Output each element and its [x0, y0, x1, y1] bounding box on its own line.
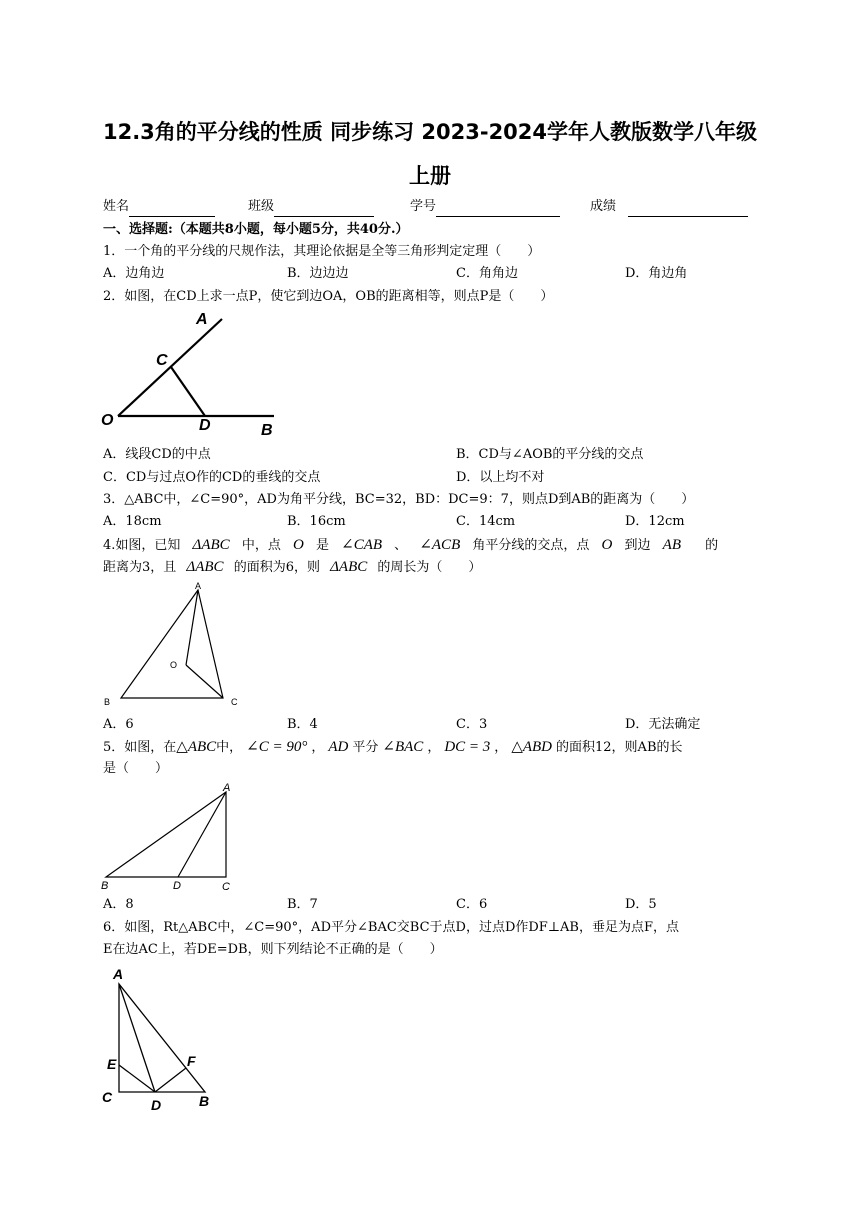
- q4-option-a: A．6: [103, 717, 134, 732]
- page-title-line2: 上册: [409, 164, 451, 188]
- q4-text: 到边: [624, 538, 651, 553]
- q5-text: 5．如图，在: [103, 740, 177, 755]
- q2-option-b: B．CD与∠AOB的平分线的交点: [456, 447, 644, 462]
- q6-segment-ad: [119, 984, 155, 1092]
- class-field: [248, 197, 374, 217]
- q6-label-a: A: [113, 966, 124, 982]
- q4-math: AB: [662, 537, 681, 553]
- q4-triangle-abc: [121, 590, 223, 698]
- q2-label-b: B: [261, 422, 273, 439]
- q6-label-c: C: [102, 1089, 113, 1105]
- class-blank: [274, 202, 374, 217]
- q3-option-c: C．14cm: [456, 514, 516, 529]
- q4-segment-ao: [186, 590, 198, 665]
- q6-label-b: B: [199, 1093, 210, 1109]
- q2-label-o: O: [101, 412, 114, 429]
- q6-label-d: D: [151, 1097, 162, 1112]
- q5-stem-line2: 是（ ）: [103, 761, 169, 776]
- q5-text: 平分: [352, 740, 379, 755]
- q5-label-b: B: [101, 880, 109, 892]
- q3-option-d: D．12cm: [625, 514, 685, 529]
- id-field: [410, 197, 560, 217]
- name-label: 姓名: [103, 199, 130, 214]
- q5-option-b: B．7: [287, 897, 318, 912]
- q4-text: 的面积为6，则: [233, 560, 320, 575]
- q5-math: △ABD: [511, 739, 553, 755]
- q5-math: △ABC: [176, 739, 217, 755]
- q4-option-d: D．无法确定: [625, 717, 701, 732]
- q1-option-b: B．边边边: [287, 266, 349, 281]
- q4-math: ΔABC: [192, 537, 230, 553]
- q4-label-a: A: [195, 581, 202, 591]
- q4-math: ∠ACB: [419, 537, 461, 553]
- section-header: 一、选择题:（本题共8小题，每小题5分，共40分.）: [103, 222, 409, 237]
- q4-text: 角平分线的交点，点: [472, 538, 590, 553]
- q4-figure: [98, 578, 248, 710]
- q2-label-c: C: [156, 352, 168, 369]
- q4-text: 距离为3，且: [103, 560, 177, 575]
- q2-option-a: A．线段CD的中点: [103, 447, 211, 462]
- q4-option-b: B．4: [287, 717, 318, 732]
- q4-label-b: B: [104, 697, 111, 707]
- score-field: [590, 197, 748, 217]
- q3-option-b: B．16cm: [287, 514, 346, 529]
- q2-ray-oa: [118, 319, 222, 416]
- q5-text: 的面积12，则AB的长: [556, 740, 683, 755]
- q5-math: DC = 3: [444, 739, 491, 755]
- q4-text: 的周长为（ ）: [377, 560, 482, 575]
- q4-segment-oc: [186, 665, 223, 698]
- q5-label-a: A: [223, 782, 231, 794]
- q5-triangle-abc: [106, 792, 226, 877]
- q4-math: ΔABC: [330, 559, 368, 575]
- class-label: 班级: [248, 199, 275, 214]
- q4-text: 的: [705, 538, 719, 553]
- q3-stem: 3．△ABC中，∠C=90°，AD为角平分线，BC=32，BD：DC=9：7，则点D到AB的距离为（ ）: [103, 492, 695, 507]
- id-label: 学号: [410, 199, 437, 214]
- q6-label-e: E: [107, 1056, 117, 1072]
- id-blank: [436, 202, 560, 217]
- q5-math: ∠BAC: [382, 739, 424, 755]
- q6-segment-df: [155, 1068, 186, 1092]
- q2-segment-cd: [171, 367, 205, 416]
- q2-label-a: A: [196, 311, 208, 328]
- q5-label-d: D: [173, 880, 181, 892]
- q1-option-c: C．角角边: [456, 266, 518, 281]
- q6-figure: [98, 962, 228, 1112]
- q6-label-f: F: [187, 1053, 196, 1069]
- q5-figure: [98, 780, 248, 892]
- q5-text: 中，: [216, 740, 243, 755]
- q5-segment-ad: [178, 792, 226, 877]
- q6-triangle-abc: [119, 984, 205, 1092]
- q4-text: 中，点: [241, 538, 281, 553]
- q4-math: ΔABC: [186, 559, 224, 575]
- q5-stem-line1: [103, 737, 683, 758]
- score-blank: [628, 202, 748, 217]
- q4-math: O: [601, 537, 613, 553]
- q5-option-d: D．5: [625, 897, 657, 912]
- q3-option-a: A．18cm: [103, 514, 162, 529]
- q4-label-c: C: [231, 697, 238, 707]
- q4-option-c: C．3: [456, 717, 488, 732]
- name-field: [103, 197, 215, 217]
- q5-option-a: A．8: [103, 897, 134, 912]
- q1-option-d: D．角边角: [625, 266, 688, 281]
- q4-text: 4.如图，已知: [103, 538, 181, 553]
- q6-segment-ed: [119, 1065, 155, 1092]
- page-title: 12.3角的平分线的性质 同步练习 2023-2024学年人教版数学八年级: [102, 120, 758, 144]
- q5-label-c: C: [222, 881, 230, 892]
- q2-option-c: C．CD与过点O作的CD的垂线的交点: [103, 470, 321, 485]
- q4-text: 是: [315, 538, 329, 553]
- q5-option-c: C．6: [456, 897, 488, 912]
- q5-text: ，: [311, 740, 325, 755]
- q2-stem: 2．如图，在CD上求一点P，使它到边OA，OB的距离相等，则点P是（ ）: [103, 289, 554, 304]
- q1-stem: 1．一个角的平分线的尺规作法，其理论依据是全等三角形判定定理（ ）: [103, 244, 541, 259]
- q1-option-a: A．边角边: [103, 266, 165, 281]
- q4-stem-line1: [103, 535, 758, 556]
- q4-math: ∠CAB: [341, 537, 383, 553]
- q6-stem-line2: E在边AC上，若DE=DB，则下列结论不正确的是（ ）: [103, 942, 443, 957]
- q4-stem-line2: [103, 557, 481, 578]
- q2-option-d: D．以上均不对: [456, 470, 545, 485]
- q2-label-d: D: [199, 417, 211, 434]
- q4-math: O: [292, 537, 304, 553]
- q5-text: ，: [494, 740, 508, 755]
- q2-figure: [98, 305, 288, 440]
- name-blank: [129, 202, 215, 217]
- score-label: 成绩: [590, 199, 617, 214]
- q5-math: ∠C = 90°: [246, 739, 308, 755]
- q6-stem-line1: 6．如图，Rt△ABC中，∠C=90°，AD平分∠BAC交BC于点D，过点D作DF⊥AB，垂足为点F，点: [103, 920, 679, 935]
- q4-text: 、: [394, 538, 408, 553]
- q5-math: AD: [328, 739, 349, 755]
- q5-text: ，: [427, 740, 441, 755]
- q4-label-o: O: [170, 660, 178, 670]
